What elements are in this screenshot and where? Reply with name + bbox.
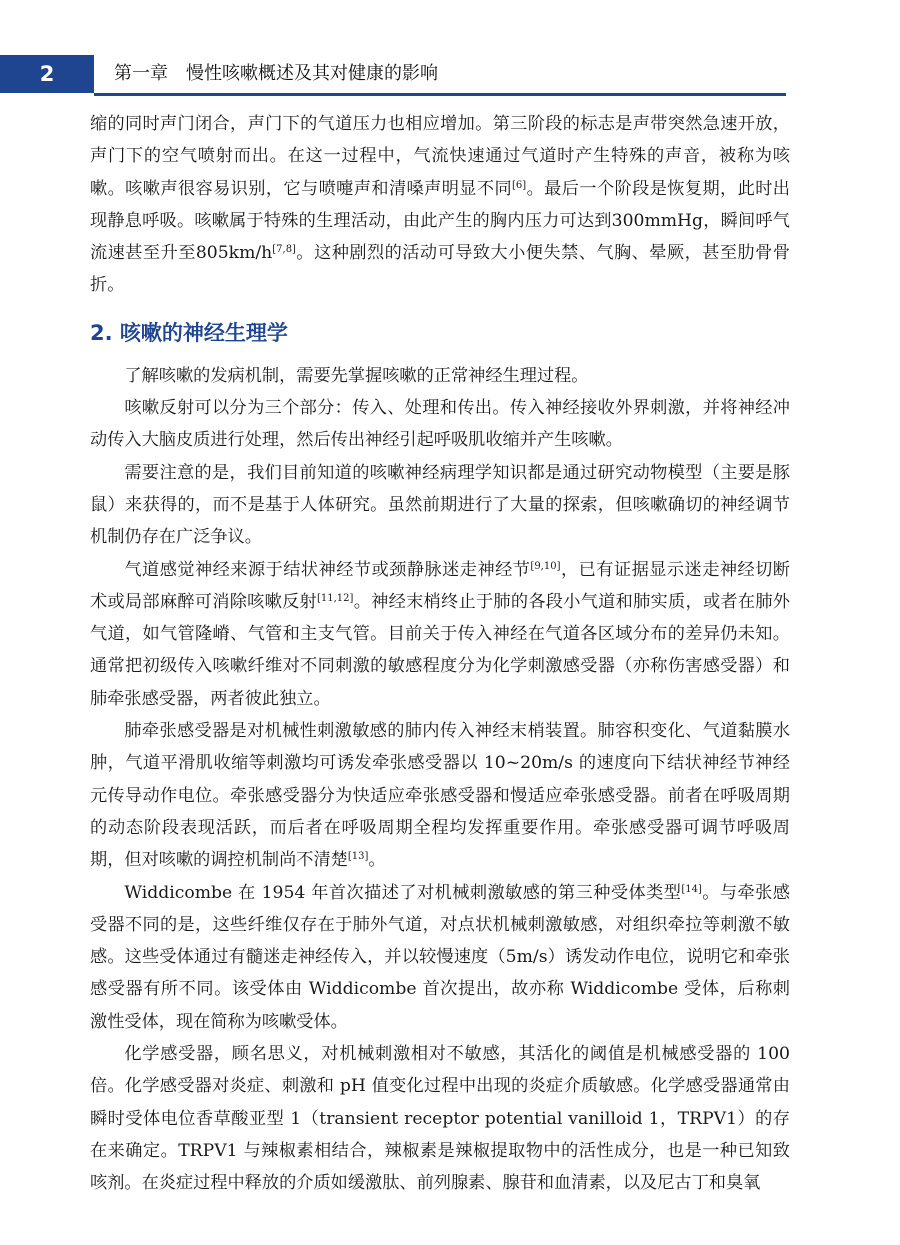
paragraph bbox=[90, 877, 790, 1038]
citation-ref: [7,8] bbox=[272, 244, 296, 256]
paragraph bbox=[90, 554, 790, 715]
citation-ref: [14] bbox=[681, 883, 702, 895]
citation-ref: [13] bbox=[347, 851, 369, 863]
paragraph bbox=[90, 360, 790, 392]
paragraph bbox=[90, 457, 790, 554]
section-heading: 2. 咳嗽的神经生理学 bbox=[90, 320, 288, 345]
paragraph bbox=[90, 108, 790, 302]
text-run: 了解咳嗽的发病机制，需要先掌握咳嗽的正常神经生理过程。 bbox=[124, 365, 589, 386]
text-run: 咳嗽反射可以分为三个部分：传入、处理和传出。传入神经接收外界刺激，并将神经冲动传入大脑皮质进行处理，然后传出神经引起呼吸肌收缩并产生咳嗽。 bbox=[90, 398, 790, 451]
text-run: 。这种剧烈的活动可导致大小便失禁、气胸、晕厥，甚至肋骨骨折。 bbox=[90, 243, 790, 296]
text-run: 。神经末梢终止于肺的各段小气道和肺实质，或者在肺外气道，如气管隆嵴、气管和主支气管。目前关于传入神经在气道各区域分布的差异仍未知。通常把初级传入咳嗽纤维对不同刺激的敏感程度分为化学刺激感受器（亦称伤害感受器）和肺牵张感受器，两者彼此独立。 bbox=[90, 591, 790, 709]
text-run: 。最后一个阶段是恢复期，此时出现静息呼吸。咳嗽属于特殊的生理活动，由此产生的胸内压力可达到300mmHg，瞬间呼气流速甚至升至805km/h bbox=[90, 178, 790, 264]
paragraph bbox=[90, 715, 790, 876]
citation-ref: [9,10] bbox=[530, 560, 561, 572]
paragraph bbox=[90, 1038, 790, 1199]
text-run: 。 bbox=[368, 850, 386, 871]
citation-ref: [11,12] bbox=[317, 592, 354, 604]
chapter-title: 第一章 慢性咳嗽概述及其对健康的影响 bbox=[114, 63, 438, 84]
text-run: 气道感觉神经来源于结状神经节或颈静脉迷走神经节 bbox=[124, 559, 531, 580]
text-run: ，已有证据显示迷走神经切断术或局部麻醉可消除咳嗽反射 bbox=[90, 559, 790, 612]
text-run: 化学感受器，顾名思义，对机械刺激相对不敏感，其活化的阈值是机械感受器的 100 倍。化学感受器对炎症、刺激和 pH 值变化过程中出现的炎症介质敏感。化学感受器通常由瞬时受体电位香草酸亚型 1（transient receptor potential vanilloid 1，TRPV1）的存在来确定。TRPV1 与辣椒素相结合，辣椒素是辣椒提取物中的活性成分，也是一种已知致咳剂。在炎症过程中释放的介质如缓激肽、前列腺素、腺苷和血清素，以及尼古丁和臭氧 bbox=[90, 1044, 790, 1194]
citation-ref: [6] bbox=[512, 179, 527, 191]
text-run: 。与牵张感受器不同的是，这些纤维仅存在于肺外气道，对点状机械刺激敏感，对组织牵拉等刺激不敏感。这些受体通过有髓迷走神经传入，并以较慢速度（5m/s）诱发动作电位，说明它和牵张感受器有所不同。该受体由 Widdicombe 首次提出，故亦称 Widdicombe 受体，后称刺激性受体，现在简称为咳嗽受体。 bbox=[90, 882, 790, 1032]
text-run: 需要注意的是，我们目前知道的咳嗽神经病理学知识都是通过研究动物模型（主要是豚鼠）来获得的，而不是基于人体研究。虽然前期进行了大量的探索，但咳嗽确切的神经调节机制仍存在广泛争议。 bbox=[90, 462, 790, 548]
page-number: 2 bbox=[0, 55, 94, 93]
page-body bbox=[90, 108, 790, 1200]
header-rule bbox=[94, 93, 786, 96]
text-run: Widdicombe 在 1954 年首次描述了对机械刺激敏感的第三种受体类型 bbox=[124, 882, 682, 903]
page-header bbox=[0, 55, 900, 97]
text-run: 肺牵张感受器是对机械性刺激敏感的肺内传入神经末梢装置。肺容积变化、气道黏膜水肿，气道平滑肌收缩等刺激均可诱发牵张感受器以 10~20m/s 的速度向下结状神经节神经元传导动作电位。牵张感受器分为快适应牵张感受器和慢适应牵张感受器。前者在呼吸周期的动态阶段表现活跃，而后者在呼吸周期全程均发挥重要作用。牵张感受器可调节呼吸周期，但对咳嗽的调控机制尚不清楚 bbox=[90, 721, 790, 871]
paragraph bbox=[90, 392, 790, 457]
text-run: 缩的同时声门闭合，声门下的气道压力也相应增加。第三阶段的标志是声带突然急速开放，声门下的空气喷射而出。在这一过程中，气流快速通过气道时产生特殊的声音，被称为咳嗽。咳嗽声很容易识别，它与喷嚏声和清嗓声明显不同 bbox=[90, 114, 790, 199]
